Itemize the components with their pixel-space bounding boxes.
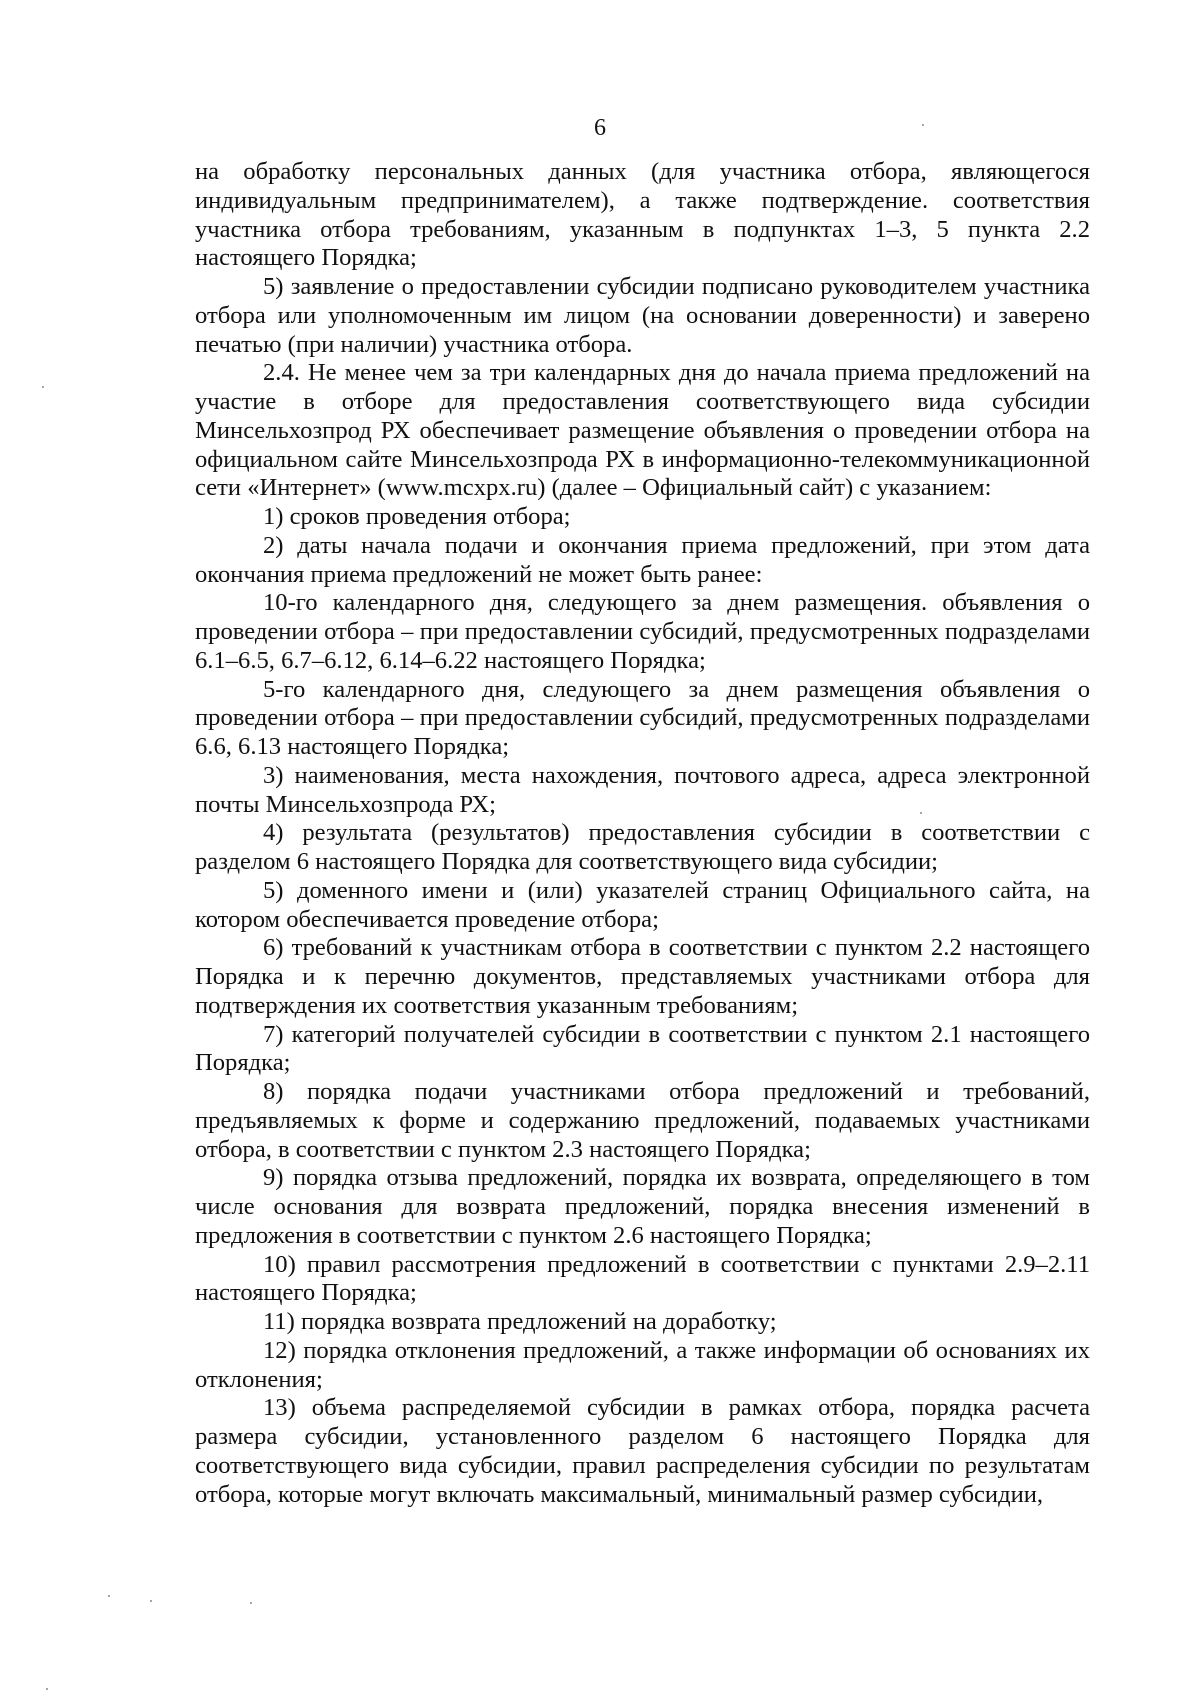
- paragraph: 10) правил рассмотрения предложений в соответствии с пунктами 2.9–2.11 настоящего Порядка;: [195, 1250, 1090, 1307]
- paragraph: 1) сроков проведения отбора;: [263, 503, 571, 530]
- paragraph: 11) порядка возврата предложений на доработку;: [263, 1308, 777, 1335]
- paragraph: 6) требований к участникам отбора в соответствии с пунктом 2.2 настоящего Порядка и к перечню документов, представляемых участниками отбора для подтверждения их соответствия указанным требованиям;: [195, 934, 1090, 1019]
- paragraph: 8) порядка подачи участниками отбора предложений и требований, предъявляемых к форме и содержанию предложений, подаваемых участниками отбора, в соответствии с пунктом 2.3 настоящего Порядка;: [195, 1078, 1090, 1163]
- scan-speck: [46, 1688, 48, 1690]
- paragraph: 2) даты начала подачи и окончания приема предложений, при этом дата окончания приема предложений не может быть ранее:: [195, 531, 1090, 588]
- paragraph: на обработку персональных данных (для участника отбора, являющегося индивидуальным предпринимателем), а также подтверждение. соответствия участника отбора требованиям, указанным в подпунктах 1–3, 5 пункта 2.2 настоящего Порядка;: [195, 158, 1090, 272]
- paragraph: 10-го календарного дня, следующего за днем размещения. объявления о проведении отбора – при предоставлении субсидий, предусмотренных подразделами 6.1–6.5, 6.7–6.12, 6.14–6.22 настоящего Порядка;: [195, 589, 1090, 674]
- paragraph: 12) порядка отклонения предложений, а также информации об основаниях их отклонения;: [195, 1336, 1090, 1393]
- paragraph: 2.4. Не менее чем за три календарных дня до начала приема предложений на участие в отборе для предоставления соответствующего вида субсидии Минсельхозпрод РХ обеспечивает размещение объявления о проведении отбора на официальном сайте Минсельхозпрода РХ в информационно-телекоммуникационной сети «Интернет» (www.mcxpx.ru) (далее – Официальный сайт) с указанием:: [195, 359, 1090, 502]
- scan-speck: [150, 1600, 152, 1602]
- paragraph: 5) доменного имени и (или) указателей страниц Официального сайта, на котором обеспечивается проведение отбора;: [195, 876, 1090, 933]
- paragraph: 7) категорий получателей субсидии в соответствии с пунктом 2.1 настоящего Порядка;: [195, 1020, 1090, 1077]
- paragraph: 5-го календарного дня, следующего за днем размещения объявления о проведении отбора – при предоставлении субсидий, предусмотренных подразделами 6.6, 6.13 настоящего Порядка;: [195, 675, 1090, 760]
- scan-speck: [250, 1602, 252, 1604]
- scan-speck: [108, 1595, 110, 1597]
- paragraph: 3) наименования, места нахождения, почтового адреса, адреса электронной почты Минсельхозпрода РХ;: [195, 761, 1090, 818]
- scan-speck: [920, 812, 922, 814]
- paragraph: 5) заявление о предоставлении субсидии подписано руководителем участника отбора или уполномоченным им лицом (на основании доверенности) и заверено печатью (при наличии) участника отбора.: [195, 273, 1090, 358]
- paragraph: 4) результата (результатов) предоставления субсидии в соответствии с разделом 6 настоящего Порядка для соответствующего вида субсидии;: [195, 819, 1090, 875]
- document-body: [195, 158, 1090, 1509]
- scan-speck: [922, 124, 924, 126]
- page-number: 6: [594, 115, 606, 141]
- paragraph: 13) объема распределяемой субсидии в рамках отбора, порядка расчета размера субсидии, установленного разделом 6 настоящего Порядка для соответствующего вида субсидии, правил распределения субсидии по результатам отбора, которые могут включать максимальный, минимальный размер субсидии,: [195, 1394, 1090, 1508]
- scan-speck: [42, 386, 44, 388]
- paragraph: 9) порядка отзыва предложений, порядка их возврата, определяющего в том числе основания для возврата предложений, порядка внесения изменений в предложения в соответствии с пунктом 2.6 настоящего Порядка;: [195, 1164, 1090, 1249]
